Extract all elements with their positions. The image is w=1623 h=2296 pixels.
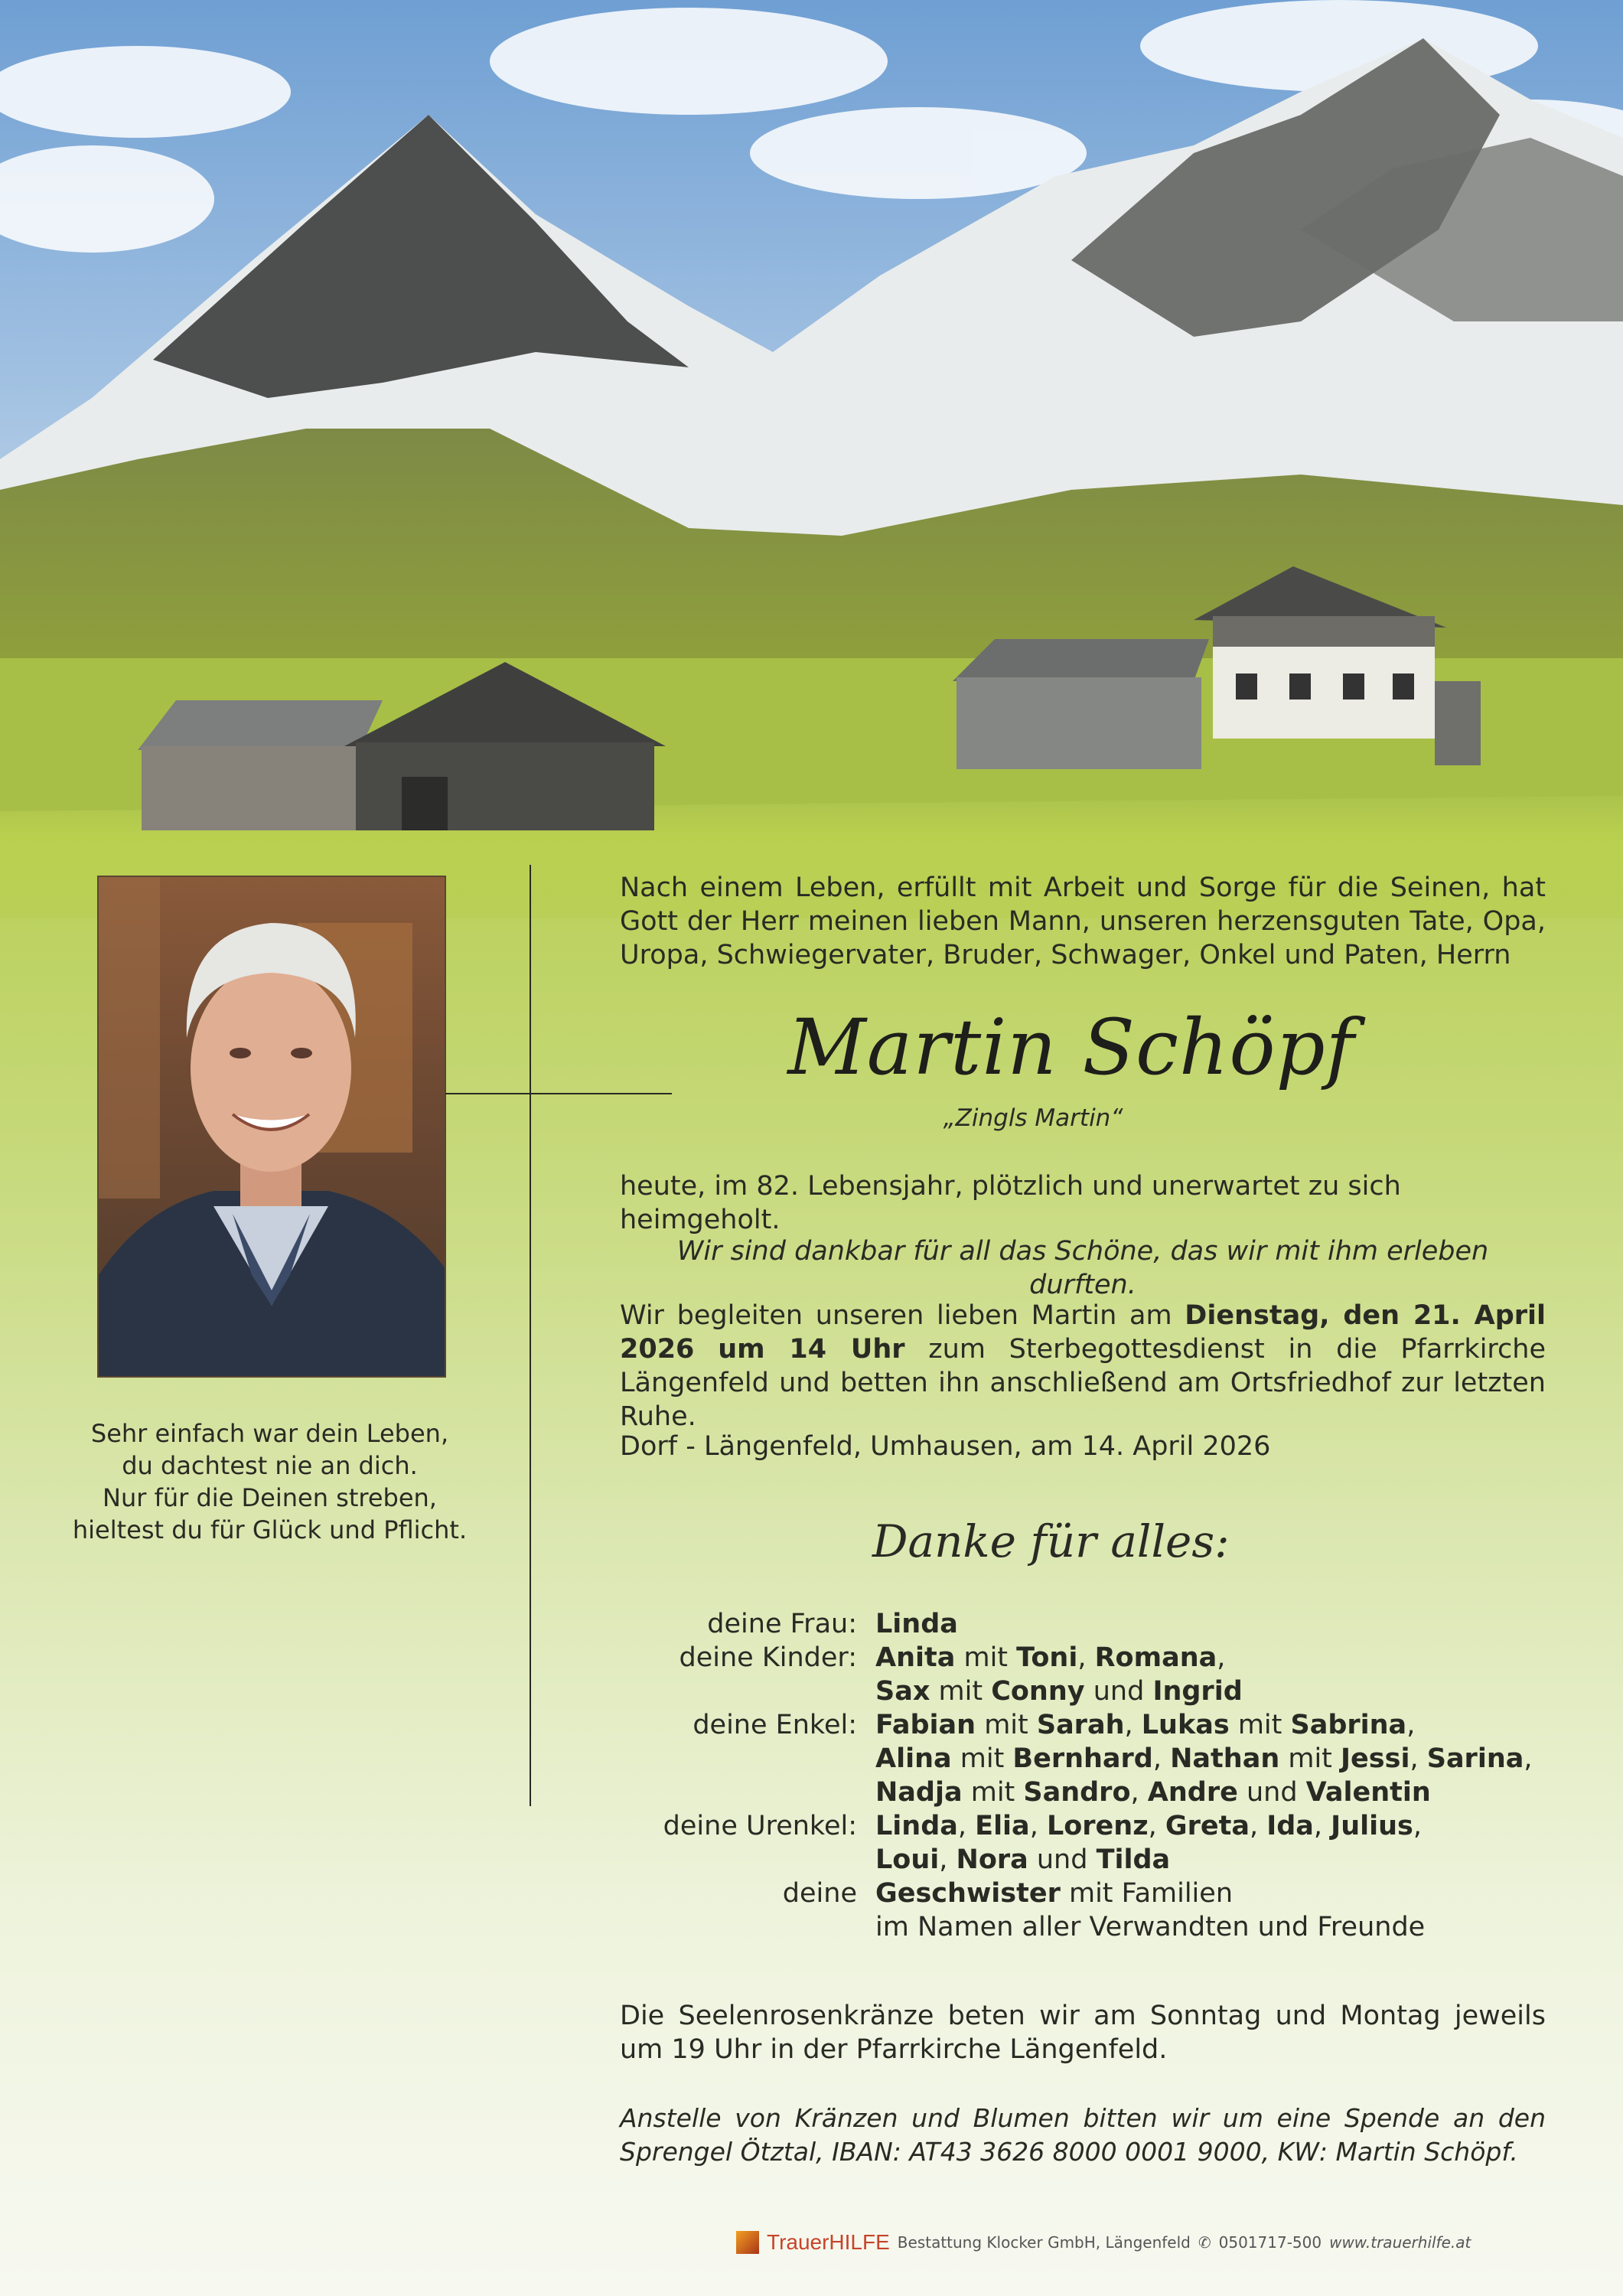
poem-line: Sehr einfach war dein Leben,	[90, 1419, 449, 1448]
connector-text: mit	[1229, 1710, 1291, 1740]
trauerhilfe-logo-icon	[736, 2231, 759, 2254]
gratitude-line: Wir sind dankbar für all das Schöne, das wir mit ihm erleben durften.	[676, 1236, 1489, 1300]
connector-text: ,	[957, 1811, 976, 1841]
logo-text: TrauerHILFE	[767, 2230, 890, 2254]
family-row	[612, 1809, 1569, 1843]
family-row	[612, 1607, 1569, 1641]
connector-text: und	[1084, 1676, 1153, 1707]
thanks-heading: Danke für alles:	[872, 1515, 1230, 1567]
horizontal-divider	[445, 1093, 672, 1094]
portrait-drawing	[99, 877, 445, 1376]
family-relation-label	[612, 1843, 875, 1877]
connector-text: im Namen aller Verwandten und Freunde	[875, 1912, 1426, 1942]
family-list	[612, 1607, 1569, 1944]
family-member-name: Greta	[1165, 1811, 1250, 1841]
family-names	[875, 1641, 1569, 1675]
family-member-name: Nathan	[1170, 1743, 1280, 1774]
family-member-name: Bernhard	[1012, 1743, 1153, 1774]
family-member-name: Julius	[1331, 1811, 1413, 1841]
family-member-name: Anita	[875, 1642, 956, 1673]
family-row	[612, 1843, 1569, 1877]
family-names	[875, 1843, 1569, 1877]
funeral-time: um 14 Uhr	[718, 1334, 905, 1365]
memorial-poem	[46, 1417, 494, 1546]
family-row	[612, 1877, 1569, 1910]
family-relation-label	[612, 1776, 875, 1809]
family-member-name: Tilda	[1096, 1844, 1171, 1875]
family-row	[612, 1742, 1569, 1776]
family-member-name: Sarah	[1036, 1710, 1125, 1740]
family-relation-label: deine Kinder:	[679, 1642, 857, 1673]
family-member-name: Ida	[1266, 1811, 1314, 1841]
footer	[736, 2230, 1471, 2255]
company-name: Bestattung Klocker GmbH, Längenfeld	[897, 2233, 1191, 2252]
website-link[interactable]: www.trauerhilfe.at	[1329, 2233, 1471, 2252]
connector-text: ,	[1130, 1777, 1148, 1808]
connector-text: mit	[1279, 1743, 1341, 1774]
connector-text: ,	[1029, 1811, 1047, 1841]
vertical-divider	[530, 865, 531, 1806]
rosary-notice: Die Seelenrosenkränze beten wir am Sonntag und Montag jeweils um 19 Uhr in der Pfarrkirche Längenfeld.	[620, 2001, 1546, 2065]
family-member-name: Loui	[875, 1844, 940, 1875]
family-relation-label	[612, 1742, 875, 1776]
family-member-name: Sandro	[1023, 1777, 1131, 1808]
connector-text: ,	[939, 1844, 957, 1875]
family-member-name: Geschwister	[875, 1878, 1061, 1909]
connector-text: ,	[1406, 1710, 1416, 1740]
family-member-name: Jessi	[1341, 1743, 1410, 1774]
family-names	[875, 1877, 1569, 1910]
family-row	[612, 1708, 1569, 1742]
family-names	[875, 1910, 1569, 1944]
family-member-name: Romana	[1094, 1642, 1217, 1673]
family-relation-label: deine Urenkel:	[663, 1811, 857, 1841]
connector-text: und	[1237, 1777, 1306, 1808]
connector-text: mit	[962, 1777, 1024, 1808]
family-relation-label: deine Frau:	[707, 1609, 857, 1639]
deceased-nickname: „Zingls Martin“	[943, 1104, 1123, 1132]
family-row	[612, 1641, 1569, 1675]
family-names	[875, 1742, 1569, 1776]
poem-line: du dachtest nie an dich.	[122, 1451, 418, 1480]
connector-text: mit	[955, 1642, 1017, 1673]
family-member-name: Linda	[875, 1609, 958, 1639]
family-member-name: Elia	[975, 1811, 1030, 1841]
deceased-portrait-photo	[97, 876, 446, 1378]
connector-text: ,	[1313, 1811, 1331, 1841]
family-member-name: Fabian	[875, 1710, 976, 1740]
phone-number: 0501717-500	[1218, 2233, 1322, 2252]
family-member-name: Lorenz	[1046, 1811, 1149, 1841]
family-member-name: Nadja	[875, 1777, 963, 1808]
family-relation-label: deine	[782, 1878, 857, 1909]
connector-text: ,	[1217, 1642, 1226, 1673]
connector-text: ,	[1077, 1642, 1095, 1673]
donation-notice: Anstelle von Kränzen und Blumen bitten wir um eine Spende an den Sprengel Ötztal, IBAN: AT43 3626 8000 0001 9000, KW: Martin Schöpf.	[620, 2103, 1546, 2167]
connector-text: ,	[1413, 1811, 1422, 1841]
family-member-name: Alina	[875, 1743, 952, 1774]
family-member-name: Ingrid	[1152, 1676, 1243, 1707]
connector-text: ,	[1410, 1743, 1427, 1774]
connector-text: mit	[930, 1676, 992, 1707]
family-relation-label	[612, 1675, 875, 1708]
family-member-name: Andre	[1147, 1777, 1238, 1808]
family-member-name: Sarina	[1426, 1743, 1524, 1774]
family-member-name: Sax	[875, 1676, 930, 1707]
family-row	[612, 1675, 1569, 1708]
place-date: Dorf - Längenfeld, Umhausen, am 14. April 2026	[620, 1431, 1271, 1462]
connector-text: mit	[976, 1710, 1037, 1740]
connector-text: ,	[1249, 1811, 1267, 1841]
funeral-details	[620, 1299, 1546, 1433]
connector-text: ,	[1152, 1743, 1171, 1774]
family-member-name: Toni	[1016, 1642, 1078, 1673]
family-member-name: Linda	[875, 1811, 958, 1841]
phone-icon: ✆	[1198, 2233, 1211, 2252]
connector-text: ,	[1524, 1743, 1533, 1774]
family-names	[875, 1776, 1569, 1809]
connector-text: ,	[1124, 1710, 1142, 1740]
funeral-date: Dienstag, den 21. April 2026	[620, 1300, 1546, 1365]
family-member-name: Sabrina	[1290, 1710, 1407, 1740]
intro-paragraph: Nach einem Leben, erfüllt mit Arbeit und Sorge für die Seinen, hat Gott der Herr meinen lieben Mann, unseren herzensguten Tate, Opa, Uropa, Schwiegervater, Bruder, Schwager, Onkel und Paten, Herrn	[620, 872, 1546, 970]
family-names	[875, 1809, 1569, 1843]
connector-text: und	[1028, 1844, 1097, 1875]
family-relation-label	[612, 1910, 875, 1944]
connector-text: mit Familien	[1060, 1878, 1234, 1909]
funeral-pre: Wir begleiten unseren lieben Martin am	[620, 1300, 1185, 1331]
deceased-name: Martin Schöpf	[787, 1003, 1355, 1092]
family-row	[612, 1776, 1569, 1809]
poem-line: Nur für die Deinen streben,	[103, 1483, 437, 1512]
connector-text: ,	[1148, 1811, 1165, 1841]
family-names	[875, 1607, 1569, 1641]
family-member-name: Nora	[956, 1844, 1028, 1875]
mountain-landscape-painting	[0, 0, 1623, 918]
family-member-name: Conny	[991, 1676, 1085, 1707]
family-member-name: Lukas	[1141, 1710, 1230, 1740]
funeral-post: zum Sterbegottesdienst in die Pfarrkirche Längenfeld und betten ihn anschließend am Ortsfriedhof zur letzten Ruhe.	[620, 1334, 1546, 1432]
family-row	[612, 1910, 1569, 1944]
poem-line: hieltest du für Glück und Pflicht.	[72, 1515, 468, 1544]
family-relation-label: deine Enkel:	[693, 1710, 857, 1740]
family-member-name: Valentin	[1305, 1777, 1431, 1808]
family-names	[875, 1708, 1569, 1742]
connector-text: mit	[951, 1743, 1013, 1774]
death-announcement: heute, im 82. Lebensjahr, plötzlich und unerwartet zu sich heimgeholt.	[620, 1171, 1401, 1235]
family-names	[875, 1675, 1569, 1708]
